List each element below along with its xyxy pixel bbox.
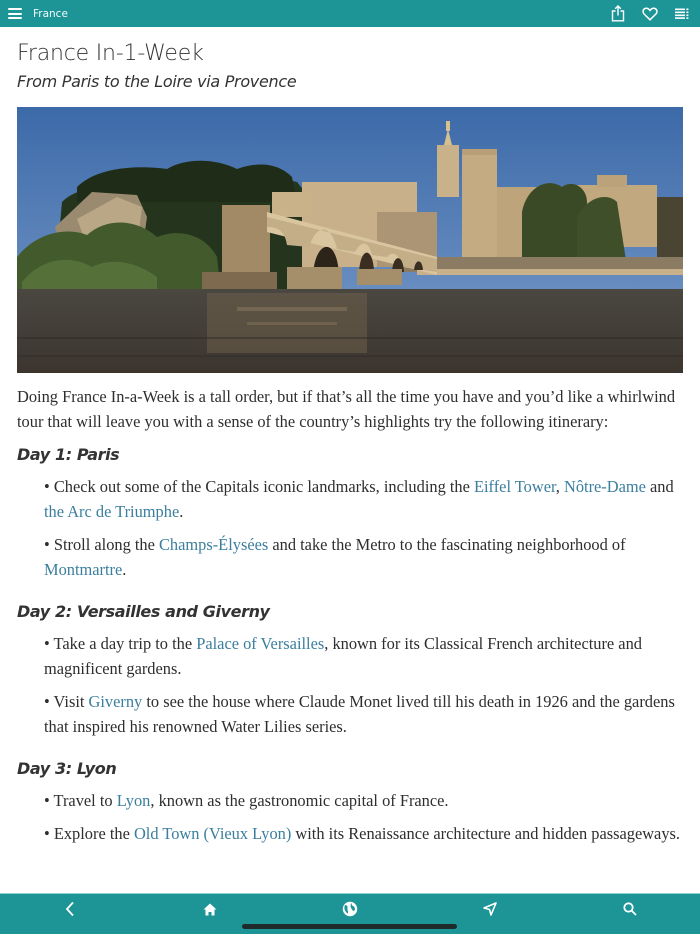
link-lyon[interactable]: Lyon xyxy=(116,791,151,810)
page-subtitle: From Paris to the Loire via Provence xyxy=(17,72,297,91)
day-heading: Day 2: Versailles and Giverny xyxy=(17,602,270,621)
list-item xyxy=(44,474,683,524)
chevron-left-icon[interactable] xyxy=(60,899,80,919)
link-champs-elysees[interactable]: Champs-Élysées xyxy=(159,535,269,554)
day-2-section xyxy=(17,601,683,739)
bullet-text: • Travel to xyxy=(44,791,117,810)
bullet-list xyxy=(17,788,683,846)
link-notre-dame[interactable]: Nôtre-Dame xyxy=(563,477,646,496)
app-bar-actions xyxy=(609,5,691,23)
day-1-section xyxy=(17,444,683,582)
list-icon[interactable] xyxy=(673,5,691,23)
globe-icon[interactable] xyxy=(340,899,360,919)
bullet-text: , known as the gastronomic capital of France. xyxy=(150,791,449,810)
bullet-text: . xyxy=(122,560,127,579)
home-indicator[interactable] xyxy=(242,924,457,929)
hero-image xyxy=(17,107,683,373)
share-icon[interactable] xyxy=(609,5,627,23)
bullet-list xyxy=(17,474,683,582)
app-bar-title: France xyxy=(33,7,68,20)
heart-icon[interactable] xyxy=(641,5,659,23)
bullet-text: to see the house where Claude Monet lived till his death in 1926 and the gardens that inspired his renowned Water Lilies series. xyxy=(44,692,675,736)
article-content[interactable] xyxy=(0,27,700,893)
home-icon[interactable] xyxy=(200,899,220,919)
link-arc-de-triomphe[interactable]: the Arc de Triumphe xyxy=(44,502,180,521)
bullet-text: • Stroll along the xyxy=(44,535,159,554)
bullet-text: • Explore the xyxy=(44,824,134,843)
list-item xyxy=(44,788,683,813)
bullet-text: • Visit xyxy=(44,692,89,711)
bullet-text: • Take a day trip to the xyxy=(44,634,197,653)
bottom-toolbar xyxy=(0,893,700,934)
menu-icon[interactable] xyxy=(8,8,22,19)
bullet-text: and xyxy=(645,477,674,496)
day-3-section xyxy=(17,758,683,846)
bullet-text: , xyxy=(555,477,564,496)
list-item xyxy=(44,689,683,739)
bullet-text: and take the Metro to the fascinating neighborhood of xyxy=(268,535,626,554)
list-item xyxy=(44,631,683,681)
page-title: France In-1-Week xyxy=(17,41,204,66)
day-heading: Day 3: Lyon xyxy=(17,759,117,778)
top-app-bar xyxy=(0,0,700,27)
bullet-text: with its Renaissance architecture and hidden passageways. xyxy=(291,824,681,843)
search-icon[interactable] xyxy=(620,899,640,919)
link-vieux-lyon[interactable]: Old Town (Vieux Lyon) xyxy=(133,824,292,843)
bullet-text: . xyxy=(179,502,184,521)
day-heading: Day 1: Paris xyxy=(17,445,120,464)
link-giverny[interactable]: Giverny xyxy=(88,692,143,711)
bullet-list xyxy=(17,631,683,739)
link-montmartre[interactable]: Montmartre xyxy=(44,560,123,579)
location-arrow-icon[interactable] xyxy=(480,899,500,919)
list-item xyxy=(44,821,683,846)
link-palace-of-versailles[interactable]: Palace of Versailles xyxy=(196,634,325,653)
intro-paragraph: Doing France In-a-Week is a tall order, but if that’s all the time you have and you’d like a whirlwind tour that will leave you with a sense of the country’s highlights try the following itinerary: xyxy=(17,387,676,431)
list-item xyxy=(44,532,683,582)
bullet-text: , known for its Classical French architecture and magnificent gardens. xyxy=(44,634,642,678)
link-eiffel-tower[interactable]: Eiffel Tower xyxy=(473,477,556,496)
bullet-text: • Check out some of the Capitals iconic landmarks, including the xyxy=(44,477,474,496)
